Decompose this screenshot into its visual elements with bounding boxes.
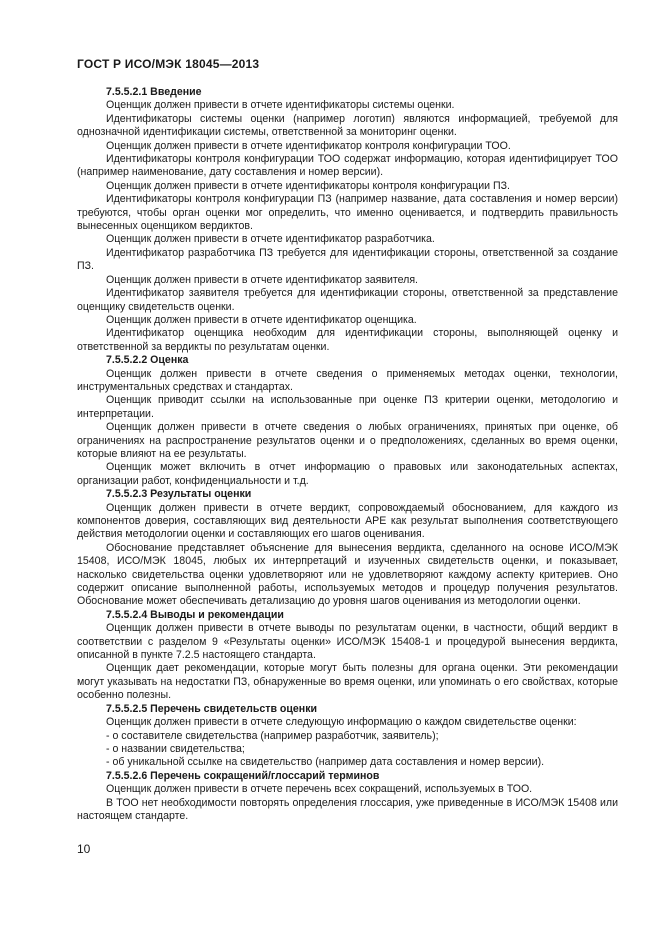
paragraph: Оценщик должен привести в отчете идентификаторы контроля конфигурации ПЗ. — [106, 179, 510, 192]
section-heading: 7.5.5.2.6 Перечень сокращений/глоссарий терминов — [106, 769, 380, 782]
paragraph: Идентификатор оценщика необходим для идентификации стороны, выполняющей оценку и ответственной за вердикты по результатам оценки. — [77, 327, 618, 353]
section-heading: 7.5.5.2.4 Выводы и рекомендации — [106, 608, 284, 621]
section-heading: 7.5.5.2.5 Перечень свидетельств оценки — [106, 702, 318, 715]
paragraph: Оценщик должен привести в отчете вердикт, сопровождаемый обоснованием, для каждого из компонентов доверия, составляющих вид деятельности APE как результат выполнения соответствующего действия методологии оценки и составляющих его шагов оценивания. — [77, 501, 618, 541]
list-item: - об уникальной ссылке на свидетельство (например дата составления и номер версии). — [106, 756, 545, 769]
paragraph: Оценщик должен привести в отчете идентификатор разработчика. — [106, 233, 435, 246]
section-heading: 7.5.5.2.2 Оценка — [106, 354, 189, 367]
paragraph: Оценщик должен привести в отчете идентификаторы системы оценки. — [106, 99, 455, 112]
page-number: 10 — [77, 842, 91, 856]
section-heading: 7.5.5.2.1 Введение — [106, 86, 202, 98]
paragraph: Идентификаторы контроля конфигурации ПЗ (например название, дата составления и номер версии) требуются, чтобы орган оценки мог определить, что именно оценивается, и подтвердить правильность вынесенных оценщиком вердиктов. — [77, 193, 618, 233]
paragraph: Оценщик должен привести в отчете сведения о применяемых методах оценки, технологии, инструментальных средствах и стандартах. — [77, 367, 618, 393]
paragraph: Оценщик может включить в отчет информацию о правовых или законодательных аспектах, организации работ, конфиденциальности и т.д. — [77, 461, 618, 487]
page-content — [77, 86, 618, 823]
paragraph: Оценщик должен привести в отчете идентификатор заявителя. — [106, 273, 418, 286]
paragraph: Оценщик должен привести в отчете сведения о любых ограничениях, принятых при оценке, об ограничениях на распространение результатов оценки и о предположениях, сделанных во время оценки, которые влияют на ее результаты. — [77, 421, 618, 460]
paragraph: Идентификатор разработчика ПЗ требуется для идентификации стороны, ответственной за создание ПЗ. — [77, 246, 618, 273]
paragraph: Оценщик должен привести в отчете идентификатор оценщика. — [106, 313, 417, 326]
paragraph: Оценщик должен привести в отчете выводы по результатам оценки, в частности, общий вердикт в соответствии с разделом 9 «Результаты оценки» ИСО/МЭК 15408-1 и процедурой вынесения вердикта, описанной в пункте 7.2.5 настоящего стандарта. — [77, 622, 618, 662]
paragraph: Идентификатор заявителя требуется для идентификации стороны, ответственной за представление оценщику свидетельств оценки. — [77, 287, 618, 313]
paragraph: Обоснование представляет объяснение для вынесения вердикта, сделанного на основе ИСО/МЭК 15408, ИСО/МЭК 18045, любых их интерпретаций и изученных свидетельств оценки, и показывает, насколько свидетельства оценки удовлетворяют или не удовлетворяют каждому аспекту критериев. Оно содержит описание выполненной работы, используемых методов и процедур получения результатов. Обоснование может обеспечивать детализацию до уровня шагов оценивания из методологии оценки. — [77, 541, 618, 608]
paragraph: Оценщик приводит ссылки на использованные при оценке ПЗ критерии оценки, методологию и интерпретации. — [77, 394, 618, 420]
paragraph: Оценщик должен привести в отчете перечень всех сокращений, используемых в ТОО. — [106, 783, 533, 796]
paragraph: Оценщик должен привести в отчете следующую информацию о каждом свидетельстве оценки: — [106, 716, 577, 729]
page-header: ГОСТ Р ИСО/МЭК 18045—2013 — [77, 57, 260, 71]
paragraph: Оценщик должен привести в отчете идентификатор контроля конфигурации ТОО. — [106, 139, 511, 152]
paragraph: Оценщик дает рекомендации, которые могут быть полезны для органа оценки. Эти рекомендации могут указывать на недостатки ПЗ, обнаруженные во время оценки, или упоминать о его свойствах, которые особенно полезны. — [77, 662, 618, 702]
paragraph: Идентификаторы системы оценки (например логотип) являются информацией, требуемой для однозначной идентификации системы, ответственной за мониторинг оценки. — [77, 112, 618, 139]
list-item: - о названии свидетельства; — [106, 742, 245, 755]
paragraph: Идентификаторы контроля конфигурации ТОО содержат информацию, которая идентифицирует ТОО (например наименование, дату составления и номер версии). — [77, 153, 618, 179]
paragraph: В ТОО нет необходимости повторять определения глоссария, уже приведенные в ИСО/МЭК 15408 или настоящем стандарте. — [77, 796, 618, 822]
list-item: - о составителе свидетельства (например разработчик, заявитель); — [106, 729, 439, 742]
section-heading: 7.5.5.2.3 Результаты оценки — [106, 488, 252, 501]
